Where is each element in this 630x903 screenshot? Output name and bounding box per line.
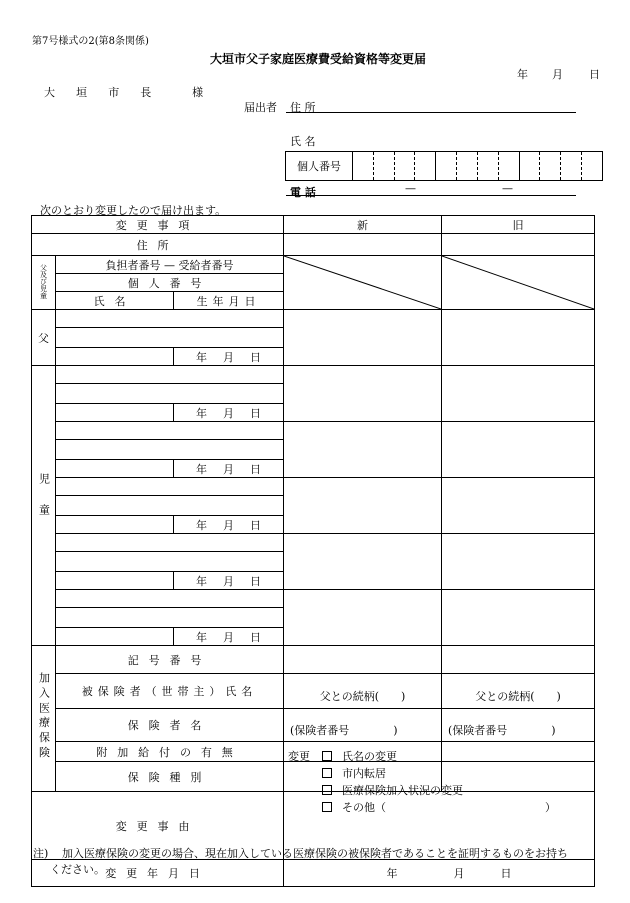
symbol-number-new[interactable]	[284, 646, 442, 674]
child3-birthdate-cell[interactable]: 年 月 日	[174, 516, 284, 534]
child2-burden-cell[interactable]	[56, 422, 284, 440]
birthdate-header: 生年月日	[174, 292, 284, 310]
insurer-name-label: 保険者名	[56, 709, 284, 742]
phone-dash-1: —	[405, 182, 416, 195]
child1-burden-cell[interactable]	[56, 366, 284, 384]
father-children-new-header	[284, 256, 442, 310]
additional-benefit-old[interactable]	[442, 742, 595, 762]
child5-burden-cell[interactable]	[56, 590, 284, 608]
father-new-cell[interactable]	[284, 310, 442, 366]
group-insurance: 加入医療保険	[32, 646, 56, 792]
option-other[interactable]: その他（	[316, 799, 386, 815]
father-personal-number-cell[interactable]	[56, 328, 284, 348]
note-text-1: 加入医療保険の変更の場合、現在加入している医療保険の被保険者であることを証明するものをお持ち	[62, 847, 568, 860]
phone-dash-2: —	[502, 182, 513, 195]
checkbox-icon[interactable]	[322, 768, 332, 778]
col-new: 新	[284, 216, 442, 234]
personal-number-cells[interactable]	[353, 152, 602, 180]
child3-personal-number-cell[interactable]	[56, 496, 284, 516]
personal-number-box[interactable]	[285, 151, 603, 181]
relation-old[interactable]: 父との続柄( )	[442, 674, 595, 709]
intro-text: 次のとおり変更したので届け出ます。	[40, 204, 227, 217]
child2-birthdate-cell[interactable]: 年 月 日	[174, 460, 284, 478]
change-date-value[interactable]: 年 月 日	[284, 860, 595, 887]
relation-new[interactable]: 父との続柄( )	[284, 674, 442, 709]
insured-name-label: 被保険者（世帯主）氏名	[56, 674, 284, 709]
address-new-cell[interactable]	[284, 234, 442, 256]
date-year-label: 年	[517, 68, 528, 81]
father-birthdate-cell[interactable]: 年 月 日	[174, 348, 284, 366]
form-title: 大垣市父子家庭医療費受給資格等変更届	[210, 52, 427, 66]
child1-new-cell[interactable]	[284, 366, 442, 422]
personal-number-label: 個人番号	[286, 152, 353, 180]
date-day-label: 日	[589, 68, 600, 81]
father-name-cell[interactable]	[56, 348, 174, 366]
col-change-item: 変更事項	[32, 216, 284, 234]
child5-personal-number-cell[interactable]	[56, 608, 284, 628]
child2-personal-number-cell[interactable]	[56, 440, 284, 460]
child1-personal-number-cell[interactable]	[56, 384, 284, 404]
option-move[interactable]: 市内転居	[316, 765, 386, 781]
applicant-label: 届出者	[244, 101, 277, 114]
name-header: 氏名	[56, 292, 174, 310]
checkbox-icon[interactable]	[322, 785, 332, 795]
child4-burden-cell[interactable]	[56, 534, 284, 552]
child3-new-cell[interactable]	[284, 478, 442, 534]
insurer-number-new[interactable]: (保険者番号 )	[284, 709, 442, 742]
diagonal-slash-new	[284, 256, 441, 309]
child2-new-cell[interactable]	[284, 422, 442, 478]
children-label: 児童	[32, 366, 56, 646]
child4-birthdate-cell[interactable]: 年 月 日	[174, 572, 284, 590]
symbol-number-label: 記号番号	[56, 646, 284, 674]
form-number: 第7号様式の2(第8条関係)	[32, 36, 149, 47]
child4-old-cell[interactable]	[442, 534, 595, 590]
change-form-table	[31, 215, 595, 887]
col-old: 旧	[442, 216, 595, 234]
address-label: 住 所	[290, 101, 316, 114]
note-text-2: ください。	[50, 863, 105, 876]
child3-name-cell[interactable]	[56, 516, 174, 534]
child2-name-cell[interactable]	[56, 460, 174, 478]
father-burden-cell[interactable]	[56, 310, 284, 328]
child1-name-cell[interactable]	[56, 404, 174, 422]
child4-name-cell[interactable]	[56, 572, 174, 590]
insurance-type-label: 保険種別	[56, 762, 284, 792]
address-underline[interactable]	[286, 112, 576, 113]
child5-new-cell[interactable]	[284, 590, 442, 646]
option-name-change[interactable]: 氏名の変更	[316, 748, 397, 764]
row-address: 住所	[32, 234, 284, 256]
addressee: 大 垣 市 長 様	[44, 86, 212, 99]
address-old-cell[interactable]	[442, 234, 595, 256]
child3-old-cell[interactable]	[442, 478, 595, 534]
symbol-number-old[interactable]	[442, 646, 595, 674]
diagonal-slash-old	[442, 256, 594, 309]
note-label: 注)	[33, 847, 49, 860]
option-other-close: ）	[545, 801, 556, 814]
group-father-children: 父及び児童	[32, 256, 56, 310]
child3-burden-cell[interactable]	[56, 478, 284, 496]
change-date-label: 変更年月日	[32, 860, 284, 887]
child2-old-cell[interactable]	[442, 422, 595, 478]
phone-underline[interactable]	[286, 195, 576, 196]
option-insurance-change[interactable]: 医療保険加入状況の変更	[316, 782, 463, 798]
phone-label: 電 話	[290, 186, 316, 199]
child4-new-cell[interactable]	[284, 534, 442, 590]
change-reason-label: 変更事由	[32, 792, 284, 860]
checkbox-icon[interactable]	[322, 802, 332, 812]
child4-personal-number-cell[interactable]	[56, 552, 284, 572]
father-label: 父	[32, 310, 56, 366]
checkbox-icon[interactable]	[322, 751, 332, 761]
date-month-label: 月	[552, 68, 563, 81]
child5-old-cell[interactable]	[442, 590, 595, 646]
personal-number-header: 個人番号	[56, 274, 284, 292]
change-label: 変更	[288, 750, 310, 763]
father-children-old-header	[442, 256, 595, 310]
insurer-number-old[interactable]: (保険者番号 )	[442, 709, 595, 742]
child1-old-cell[interactable]	[442, 366, 595, 422]
child5-birthdate-cell[interactable]: 年 月 日	[174, 628, 284, 646]
additional-benefit-label: 附加給付の有無	[56, 742, 284, 762]
burden-number-header: 負担者番号 — 受給者番号	[56, 256, 284, 274]
child1-birthdate-cell[interactable]: 年 月 日	[174, 404, 284, 422]
name-label: 氏 名	[290, 135, 316, 148]
insurance-type-old[interactable]	[442, 762, 595, 792]
child5-name-cell[interactable]	[56, 628, 174, 646]
father-old-cell[interactable]	[442, 310, 595, 366]
